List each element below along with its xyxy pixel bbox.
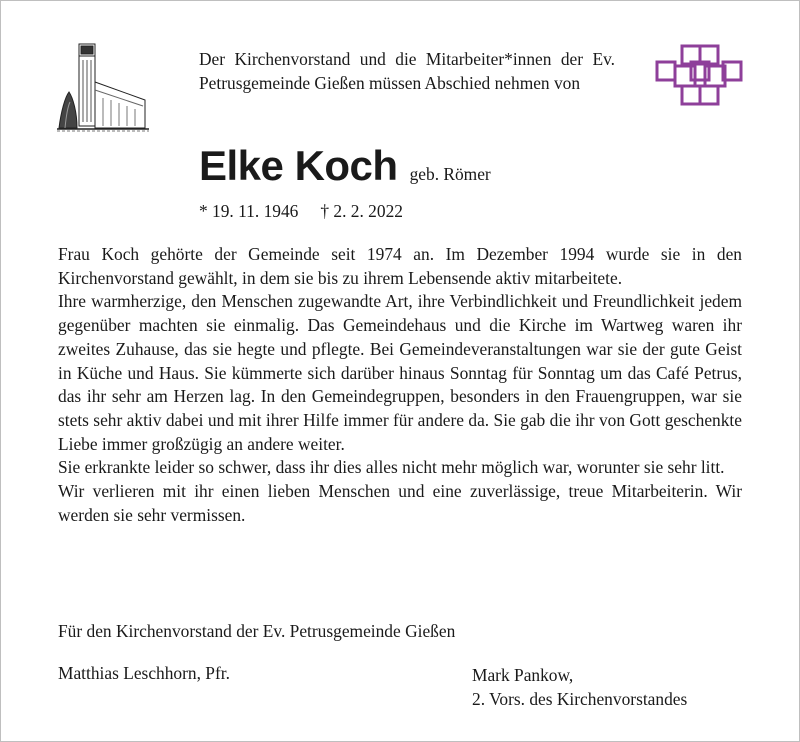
- deceased-name: Elke Koch: [199, 142, 398, 189]
- intro-text: Der Kirchenvorstand und die Mitarbeiter*innen der Ev. Petrusgemeinde Gießen müssen Abschied nehmen von: [199, 49, 615, 93]
- body-paragraph: Sie erkrankte leider so schwer, dass ihr dies alles nicht mehr möglich war, worunter sie sehr litt.: [58, 457, 725, 478]
- body-paragraph: Wir verlieren mit ihr einen lieben Menschen und eine zuverlässige, treue Mitarbeiterin. Wir werden sie sehr vermissen.: [58, 481, 742, 525]
- deceased-name-line: [199, 142, 491, 190]
- death-date: † 2. 2. 2022: [320, 201, 403, 221]
- signatory-pastor: Matthias Leschhorn, Pfr.: [58, 663, 230, 683]
- birth-date: * 19. 11. 1946: [199, 201, 299, 221]
- body-paragraph: Frau Koch gehörte der Gemeinde seit 1974 an. Im Dezember 1994 wurde sie in den Kirchenvorstand gewählt, in dem sie bis zu ihrem Lebensende aktiv mitarbeitete.: [58, 244, 742, 288]
- signatory-name: Mark Pankow,: [472, 665, 574, 685]
- signatory-role: 2. Vors. des Kirchenvorstandes: [472, 689, 688, 709]
- signature-intro: Für den Kirchenvorstand der Ev. Petrusgemeinde Gießen: [58, 621, 456, 641]
- obituary-body: [58, 243, 742, 527]
- life-dates: [199, 201, 403, 222]
- church-illustration-icon: [57, 42, 149, 132]
- body-paragraph: Ihre warmherzige, den Menschen zugewandte Art, ihre Verbindlichkeit und Freundlichkeit jedem gegenüber machten sie einmalig. Das Gemeindehaus und die Kirche im Wartweg waren ihr zweites Zuhause, das sie hegte und pflegte. Bei Gemeindeveranstaltungen war sie der gute Geist in Küche und Haus. Sie kümmerte sich darüber hinaus Sonntag für Sonntag um das Café Petrus, das ihr sehr am Herzen lag. In den Gemeindegruppen, besonders in den Frauengruppen, war sie stets sehr aktiv dabei und mit ihrer Hilfe immer für andere da. Sie gab die ihr von Gott geschenkte Liebe immer großzügig an andere weiter.: [58, 291, 742, 454]
- petrus-cross-logo-icon: [655, 44, 745, 110]
- maiden-name: geb. Römer: [409, 164, 491, 184]
- signatory-board: [472, 663, 687, 711]
